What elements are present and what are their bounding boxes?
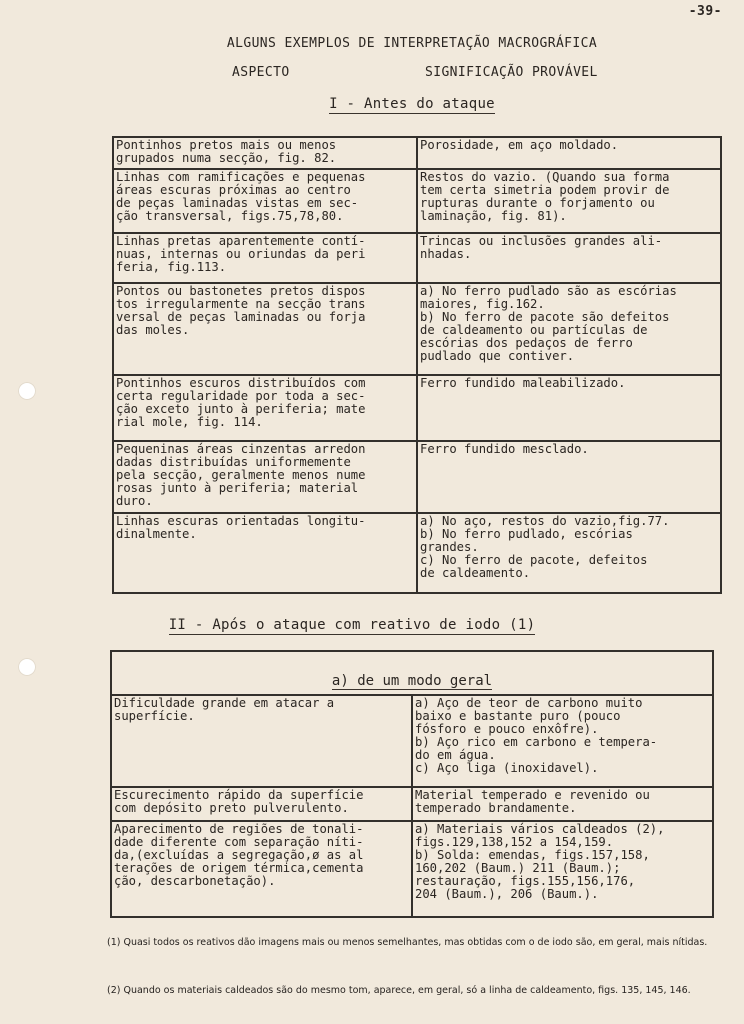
punch-hole-bottom [18, 658, 36, 676]
footnote-1: (1) Quasi todos os reativos dão imagens mais ou menos semelhantes, mas obtidas com o de iodo são, em geral, mais nítidas. [107, 937, 708, 948]
table-before-etching [112, 136, 722, 594]
column-heading-meaning: SIGNIFICAÇÃO PROVÁVEL [425, 65, 598, 80]
subheading-cell [111, 651, 713, 695]
meaning-cell: a) No ferro pudlado são as escórias maiores, fig.162. b) No ferro de pacote são defeitos de caldeamento ou partículas de escórias dos pedaços de ferro pudlado que contiver. [417, 283, 721, 375]
section-heading-before-etching-text: I - Antes do ataque [329, 96, 495, 112]
aspect-cell: Pontinhos pretos mais ou menos grupados numa secção, fig. 82. [113, 137, 417, 169]
table-before-etching-body [113, 137, 721, 593]
aspect-cell: Aparecimento de regiões de tonali- dade diferente com separação níti- da,(excluídas a segregação,ø as al terações de origem térmica,cementa ção, descarbonetação). [111, 821, 412, 917]
meaning-cell: Restos do vazio. (Quando sua forma tem certa simetria podem provir de rupturas durante o forjamento ou laminação, fig. 81). [417, 169, 721, 233]
aspect-cell: Dificuldade grande em atacar a superfície. [111, 695, 412, 787]
column-heading-aspect: ASPECTO [232, 65, 290, 80]
subheading-general: a) de um modo geral [331, 673, 493, 689]
table-row [113, 441, 721, 513]
table-row [113, 233, 721, 283]
meaning-cell: Trincas ou inclusões grandes ali- nhadas. [417, 233, 721, 283]
table-row [113, 169, 721, 233]
table-subheading-row [111, 651, 713, 695]
aspect-cell: Escurecimento rápido da superfície com depósito preto pulverulento. [111, 787, 412, 821]
aspect-cell: Linhas escuras orientadas longitu- dinalmente. [113, 513, 417, 593]
table-row [111, 695, 713, 787]
table-row [113, 375, 721, 441]
meaning-cell: Material temperado e revenido ou temperado brandamente. [412, 787, 713, 821]
meaning-cell: a) Materiais vários caldeados (2), figs.129,138,152 a 154,159. b) Solda: emendas, figs.157,158, 160,202 (Baum.) 211 (Baum.); restauração, figs.155,156,176, 204 (Baum.), 206 (Baum.). [412, 821, 713, 917]
table-after-etching-body [111, 651, 713, 917]
meaning-cell: a) Aço de teor de carbono muito baixo e bastante puro (pouco fósforo e pouco enxôfre). b) Aço rico em carbono e tempera- do em água. c) Aço liga (inoxidavel). [412, 695, 713, 787]
meaning-cell: Ferro fundido mesclado. [417, 441, 721, 513]
meaning-cell: Ferro fundido maleabilizado. [417, 375, 721, 441]
section-heading-before-etching [0, 96, 744, 112]
punch-hole-top [18, 382, 36, 400]
table-row [111, 787, 713, 821]
footnote-2: (2) Quando os materiais caldeados são do mesmo tom, aparece, em geral, só a linha de caldeamento, figs. 135, 145, 146. [107, 985, 691, 996]
section-heading-after-etching-text: II - Após o ataque com reativo de iodo (1) [168, 617, 536, 633]
aspect-cell: Pequeninas áreas cinzentas arredon dadas distribuídas uniformemente pela secção, geralmente menos nume rosas junto à periferia; material duro. [113, 441, 417, 513]
table-row [113, 513, 721, 593]
table-row [111, 821, 713, 917]
meaning-cell: Porosidade, em aço moldado. [417, 137, 721, 169]
table-row [113, 137, 721, 169]
aspect-cell: Pontinhos escuros distribuídos com certa regularidade por toda a sec- ção exceto junto à periferia; mate rial mole, fig. 114. [113, 375, 417, 441]
aspect-cell: Linhas pretas aparentemente contí- nuas, internas ou oriundas da peri feria, fig.113. [113, 233, 417, 283]
aspect-cell: Linhas com ramificações e pequenas áreas escuras próximas ao centro de peças laminadas vistas em sec- ção transversal, figs.75,78,80. [113, 169, 417, 233]
page-number: -39- [688, 4, 722, 19]
aspect-cell: Pontos ou bastonetes pretos dispos tos irregularmente na secção trans versal de peças laminadas ou forja das moles. [113, 283, 417, 375]
table-row [113, 283, 721, 375]
page-title: ALGUNS EXEMPLOS DE INTERPRETAÇÃO MACROGRÁFICA [226, 36, 598, 51]
table-after-etching [110, 650, 714, 918]
meaning-cell: a) No aço, restos do vazio,fig.77. b) No ferro pudlado, escórias grandes. c) No ferro de pacote, defeitos de caldeamento. [417, 513, 721, 593]
section-heading-after-etching [0, 617, 744, 633]
